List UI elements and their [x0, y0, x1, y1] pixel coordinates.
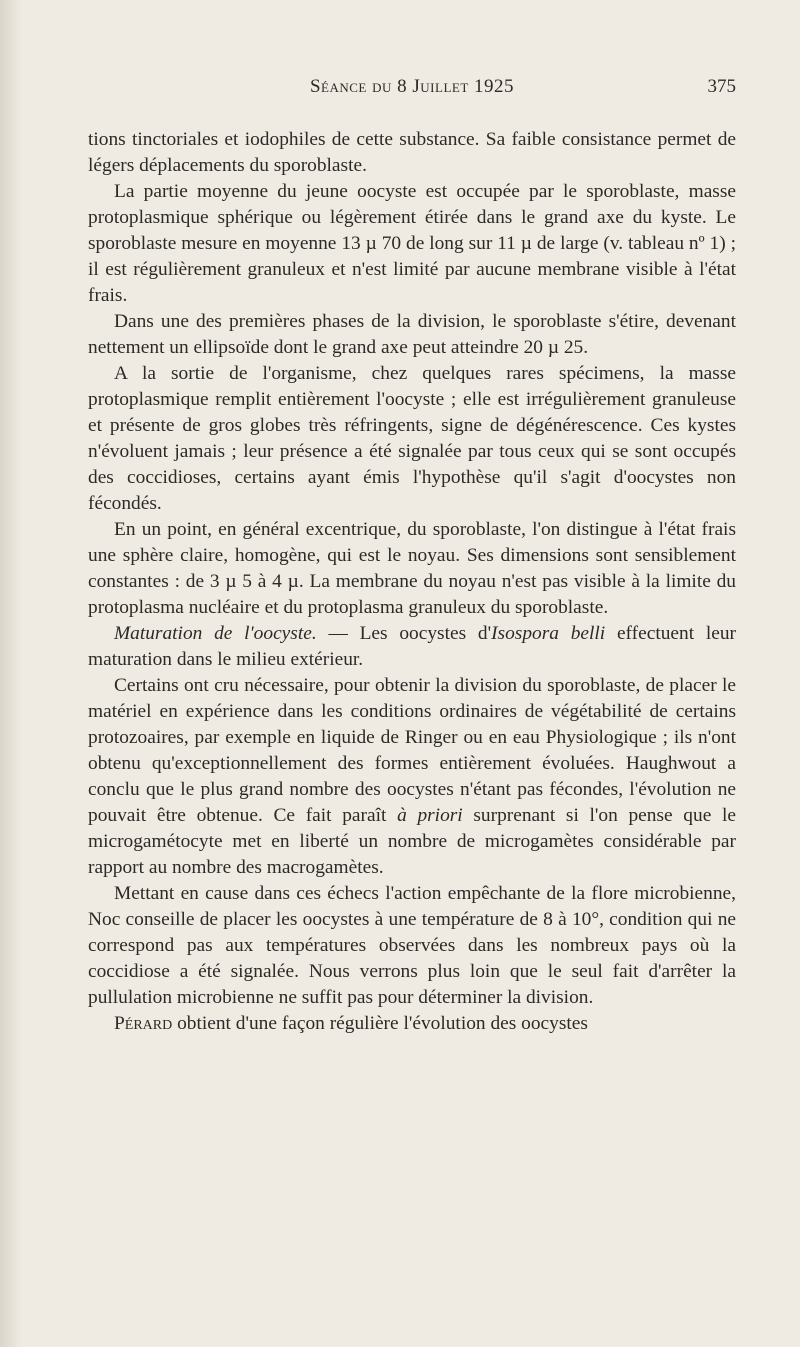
paragraph-7 [88, 673, 736, 881]
body-text [88, 127, 736, 1037]
paragraph-maturation [88, 621, 736, 673]
paragraph-9 [88, 1011, 736, 1037]
paragraph-8: Mettant en cause dans ces échecs l'action empêchante de la flore microbienne, Noc conseille de placer les oocystes à une température de 8 à 10°, condition qui ne correspond pas aux températures observées dans les nombreux pays où la coccidiose a été signalée. Nous verrons plus loin que le seul fait d'arrêter la pullulation microbienne ne suffit pas pour déterminer la division. [88, 883, 736, 1008]
running-head [88, 76, 736, 106]
paragraph-6-text: effectuent leur maturation dans le milieu extérieur. [88, 623, 737, 670]
species-name: Isospora belli [491, 623, 606, 644]
paragraph-7-text-b: surprenant si l'on pense que le microgamétocyte met en liberté un nombre de microgamètes considérable par rapport au nombre des macrogamètes. [88, 805, 736, 878]
paragraph-9-text: obtient d'une façon régulière l'évolution des oocystes [172, 1013, 588, 1034]
paragraph-2: La partie moyenne du jeune oocyste est occupée par le sporoblaste, masse protoplasmique sphérique ou légèrement étirée dans le grand axe du kyste. Le sporoblaste mesure en moyenne 13 µ 70 de long sur 11 µ de large (v. tableau nº 1) ; il est régulièrement granuleux et n'est limité par aucune membrane visible à l'état frais. [88, 181, 736, 306]
page-number: 375 [707, 76, 736, 97]
binding-shadow [0, 0, 22, 1347]
paragraph-5: En un point, en général excentrique, du sporoblaste, l'on distingue à l'état frais une sphère claire, homogène, qui est le noyau. Ses dimensions sont sensiblement constantes : de 3 µ 5 à 4 µ. La membrane du noyau n'est pas visible à la limite du protoplasma nucléaire et du protoplasma granuleux du sporoblaste. [88, 519, 736, 618]
author-name: Pérard [114, 1013, 173, 1034]
paragraph-7-text-a: Certains ont cru nécessaire, pour obtenir la division du sporoblaste, de placer le matériel en expérience dans les conditions ordinaires de végétabilité de certains protozoaires, par exemple en liquide de Ringer ou en eau Physiologique ; ils n'ont obtenu qu'exceptionnellement des formes entièrement évoluées. Haughwout a conclu que le plus grand nombre des oocystes n'étant pas fécondes, l'évolution ne pouvait être obtenue. Ce fait paraît [88, 675, 736, 826]
heading-dash: — Les oocystes d' [316, 623, 492, 644]
section-heading: Maturation de l'oocyste. [114, 623, 317, 644]
paragraph-4: A la sortie de l'organisme, chez quelques rares spécimens, la masse protoplasmique remplit entièrement l'oocyste ; elle est irrégulièrement granuleuse et présente de gros globes très réfringents, signe de dégénérescence. Ces kystes n'évoluent jamais ; leur présence a été signalée par tous ceux qui se sont occupés des coccidioses, certains ayant émis l'hypothèse qu'il s'agit d'oocystes non fécondés. [88, 363, 736, 514]
paragraph-1: tions tinctoriales et iodophiles de cette substance. Sa faible consistance permet de légers déplacements du sporoblaste. [88, 129, 736, 176]
italic-a-priori: à priori [397, 805, 463, 826]
paragraph-3: Dans une des premières phases de la division, le sporoblaste s'étire, devenant nettement un ellipsoïde dont le grand axe peut atteindre 20 µ 25. [88, 311, 736, 358]
running-title: Séance du 8 Juillet 1925 [309, 76, 515, 97]
